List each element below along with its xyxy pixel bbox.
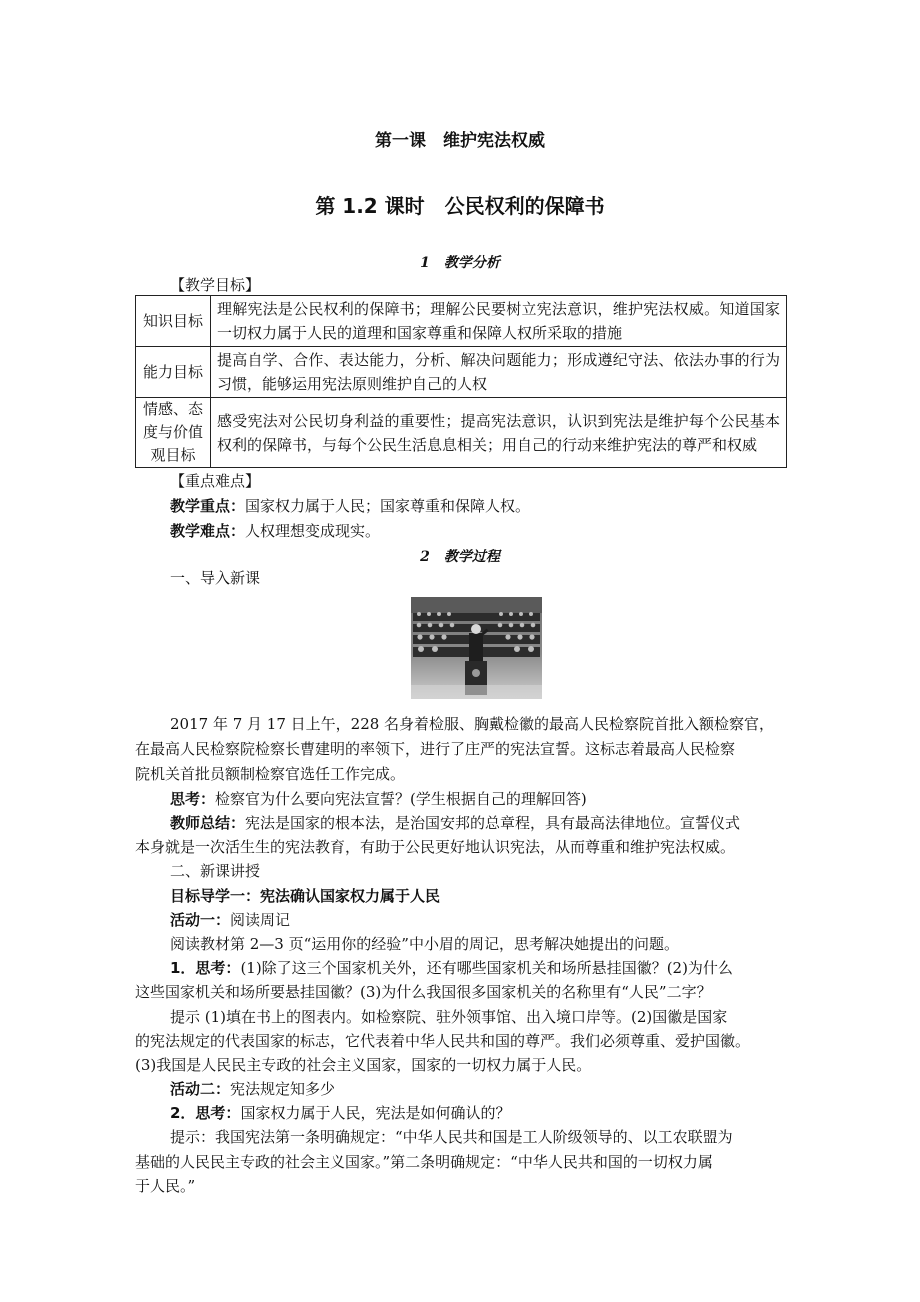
activity2-label: 活动二： [170, 1080, 231, 1098]
table-row [136, 398, 787, 468]
goal-label: 知识目标 [136, 296, 211, 347]
difficult-point-line [170, 522, 380, 540]
goals-header: 【教学目标】 [170, 276, 261, 294]
think-text: 检察官为什么要向宪法宣誓？(学生根据自己的理解回答) [215, 790, 587, 808]
oath-ceremony-photo [411, 597, 542, 699]
key-point-label: 教学重点： [170, 497, 246, 515]
target-heading: 目标导学一：宪法确认国家权力属于人民 [170, 887, 441, 905]
activity1-label: 活动一： [170, 911, 231, 929]
table-row [136, 296, 787, 347]
think-line [170, 790, 587, 808]
hint2-line: 基础的人民民主专政的社会主义国家。”第二条明确规定：“中华人民共和国的一切权力属 [135, 1153, 713, 1171]
question1-text: (1)除了这三个国家机关外，还有哪些国家机关和场所悬挂国徽？(2)为什么 [240, 959, 733, 977]
teacher-summary-text: 宪法是国家的根本法，是治国安邦的总章程，具有最高法律地位。宣誓仪式 [245, 814, 741, 832]
think-label: 思考： [170, 790, 216, 808]
intro-heading: 一、导入新课 [170, 569, 261, 587]
hint2-line: 于人民。” [135, 1177, 196, 1195]
question2-text: 国家权力属于人民，宪法是如何确认的？ [240, 1104, 511, 1122]
key-point-line [170, 497, 530, 515]
goals-table [135, 295, 787, 468]
para1-line: 在最高人民检察院检察长曹建明的率领下，进行了庄严的宪法宣誓。这标志着最高人民检察 [135, 740, 736, 758]
hint1-line: 的宪法规定的代表国家的标志，它代表着中华人民共和国的尊严。我们必须尊重、爱护国徽。 [135, 1032, 751, 1050]
section-heading-analysis: 1 教学分析 [420, 255, 500, 271]
para1-line: 2017 年 7 月 17 日上午，228 名身着检服、胸戴检徽的最高人民检察院首批入额检察官， [170, 715, 775, 733]
activity1-line [170, 911, 290, 929]
question1-label: 1．思考： [170, 959, 241, 977]
lesson-title: 第一课 维护宪法权威 [375, 131, 545, 151]
goal-label: 情感、态度与价值观目标 [136, 398, 211, 468]
hint1-line: 提示 (1)填在书上的图表内。如检察院、驻外领事馆、出入境口岸等。(2)国徽是国家 [170, 1008, 728, 1026]
activity2-text: 宪法规定知多少 [230, 1080, 336, 1098]
question1-line [170, 959, 733, 977]
activity1-text: 阅读周记 [230, 911, 291, 929]
period-title: 第 1.2 课时 公民权利的保障书 [315, 194, 605, 218]
new-lesson-heading: 二、新课讲授 [170, 862, 261, 880]
hint1-line: (3)我国是人民民主专政的社会主义国家，国家的一切权力属于人民。 [135, 1056, 592, 1074]
para1-line: 院机关首批员额制检察官选任工作完成。 [135, 765, 406, 783]
teacher-summary-line [170, 814, 740, 832]
difficult-text: 人权理想变成现实。 [245, 522, 381, 540]
table-row [136, 347, 787, 398]
goal-text: 理解宪法是公民权利的保障书；理解公民要树立宪法意识，维护宪法权威。知道国家一切权力属于人民的道理和国家尊重和保障人权所采取的措施 [211, 296, 787, 347]
hint2-line: 提示：我国宪法第一条明确规定：“中华人民共和国是工人阶级领导的、以工农联盟为 [170, 1128, 733, 1146]
question2-label: 2．思考： [170, 1104, 241, 1122]
key-difficult-header: 【重点难点】 [170, 472, 261, 490]
goal-text: 感受宪法对公民切身利益的重要性；提高宪法意识，认识到宪法是维护每个公民基本权利的保障书，与每个公民生活息息相关；用自己的行动来维护宪法的尊严和权威 [211, 398, 787, 468]
section-heading-process: 2 教学过程 [420, 549, 500, 565]
question2-line [170, 1104, 510, 1122]
goal-text: 提高自学、合作、表达能力，分析、解决问题能力；形成遵纪守法、依法办事的行为习惯，能够运用宪法原则维护自己的人权 [211, 347, 787, 398]
question1-line: 这些国家机关和场所要悬挂国徽？(3)为什么我国很多国家机关的名称里有“人民”二字？ [135, 983, 712, 1001]
read-instruction: 阅读教材第 2—3 页“运用你的经验”中小眉的周记，思考解决她提出的问题。 [170, 935, 679, 953]
activity2-line [170, 1080, 335, 1098]
difficult-label: 教学难点： [170, 522, 246, 540]
teacher-summary-label: 教师总结： [170, 814, 246, 832]
key-point-text: 国家权力属于人民；国家尊重和保障人权。 [245, 497, 531, 515]
goal-label: 能力目标 [136, 347, 211, 398]
teacher-summary-line: 本身就是一次活生生的宪法教育，有助于公民更好地认识宪法，从而尊重和维护宪法权威。 [135, 838, 736, 856]
